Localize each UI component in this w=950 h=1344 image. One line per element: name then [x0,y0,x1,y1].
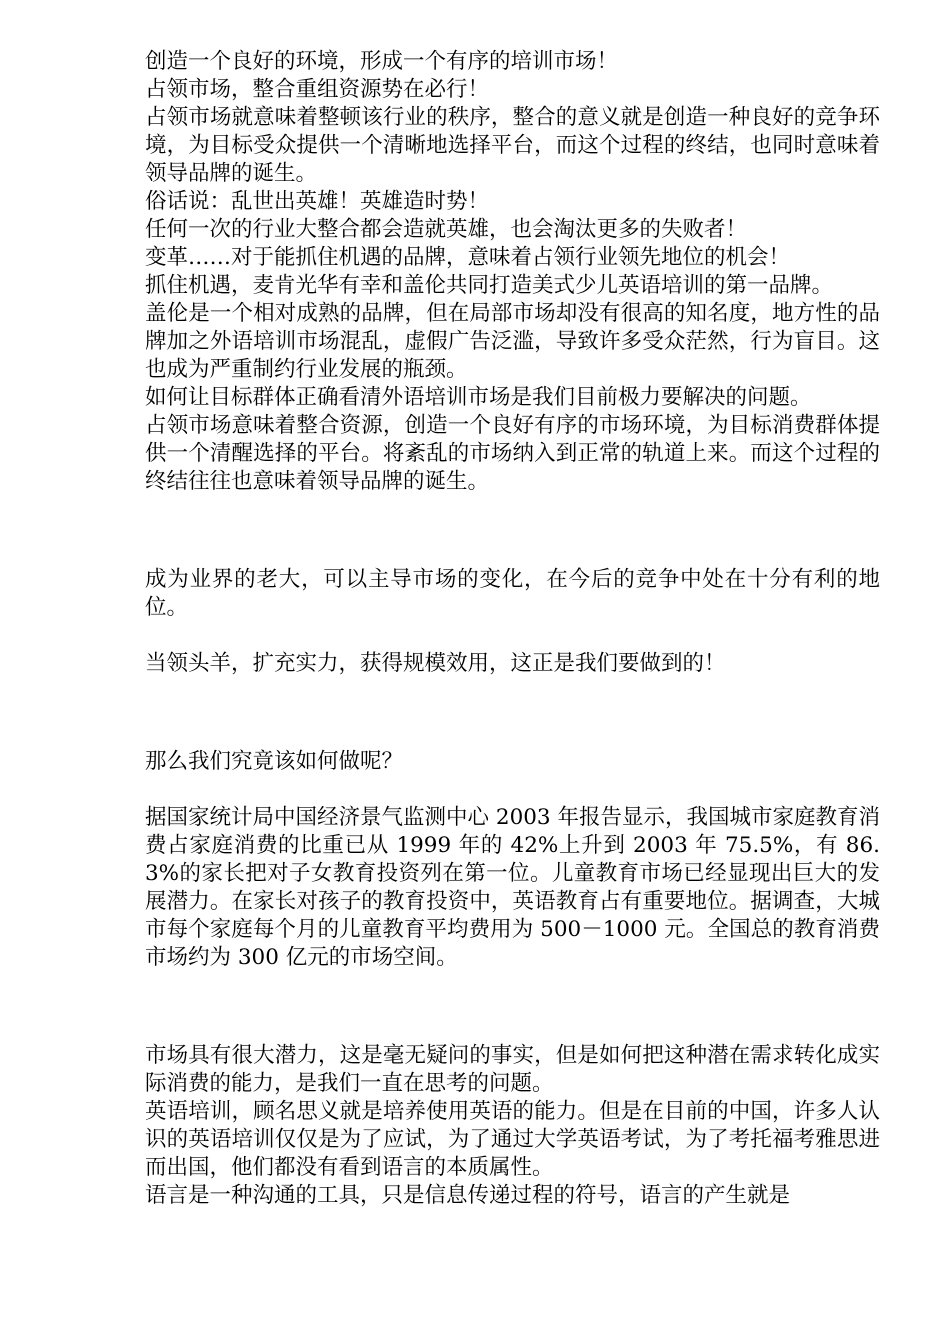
blank-space [145,622,880,650]
paragraph-2: 占领市场，整合重组资源势在必行！ [145,77,490,102]
paragraph-9: 如何让目标群体正确看清外语培训市场是我们目前极力要解决的问题。 [145,385,812,410]
paragraph-13: 那么我们究竟该如何做呢？ [145,749,404,774]
paragraph-6: 变革……对于能抓住机遇的品牌，意味着占领行业领先地位的机会！ [145,245,791,270]
blank-space [145,678,880,748]
paragraph-15: 市场具有很大潜力，这是毫无疑问的事实，但是如何把这种潜在需求转化成实际消费的能力，是我们一直在思考的问题。 [145,1043,880,1096]
paragraph-16: 英语培训，顾名思义就是培养使用英语的能力。但是在目前的中国，许多人认识的英语培训仅仅是为了应试，为了通过大学英语考试，为了考托福考雅思进而出国，他们都没有看到语言的本质属性。 [145,1099,880,1180]
paragraph-12: 当领头羊，扩充实力，获得规模效用，这正是我们要做到的！ [145,651,726,676]
blank-space [145,776,880,804]
paragraph-3: 占领市场就意味着整顿该行业的秩序，整合的意义就是创造一种良好的竞争环境，为目标受众提供一个清晰地选择平台，而这个过程的终结，也同时意味着领导品牌的诞生。 [145,105,880,186]
paragraph-11: 成为业界的老大，可以主导市场的变化，在今后的竞争中处在十分有利的地位。 [145,567,880,620]
paragraph-8: 盖伦是一个相对成熟的品牌，但在局部市场却没有很高的知名度，地方性的品牌加之外语培训市场混乱，虚假广告泛滥，导致许多受众茫然，行为盲目。这也成为严重制约行业发展的瓶颈。 [145,301,880,382]
paragraph-14: 据国家统计局中国经济景气监测中心 2003 年报告显示，我国城市家庭教育消费占家庭消费的比重已从 1999 年的 42%上升到 2003 年 75.5%，有 86.3%的家长把对子女教育投资列在第一位。儿童教育市场已经显现出巨大的发展潜力。在家长对孩子的教育投资中，英语教育占有重要地位。据调查，大城市每个家庭每个月的儿童教育平均费用为 500－1000 元。全国总的教育消费市场约为 300 亿元的市场空间。 [145,805,880,970]
blank-space [145,496,880,566]
paragraph-4: 俗话说：乱世出英雄！英雄造时势！ [145,189,490,214]
paragraph-17: 语言是一种沟通的工具，只是信息传递过程的符号，语言的产生就是 [145,1183,791,1208]
paragraph-5: 任何一次的行业大整合都会造就英雄，也会淘汰更多的失败者！ [145,217,748,242]
paragraph-7: 抓住机遇，麦肯光华有幸和盖伦共同打造美式少儿英语培训的第一品牌。 [145,273,834,298]
blank-space [145,972,880,1042]
paragraph-10: 占领市场意味着整合资源，创造一个良好有序的市场环境，为目标消费群体提供一个清醒选择的平台。将紊乱的市场纳入到正常的轨道上来。而这个过程的终结往往也意味着领导品牌的诞生。 [145,413,880,494]
paragraph-1: 创造一个良好的环境，形成一个有序的培训市场！ [145,49,619,74]
document-body [145,48,880,1210]
